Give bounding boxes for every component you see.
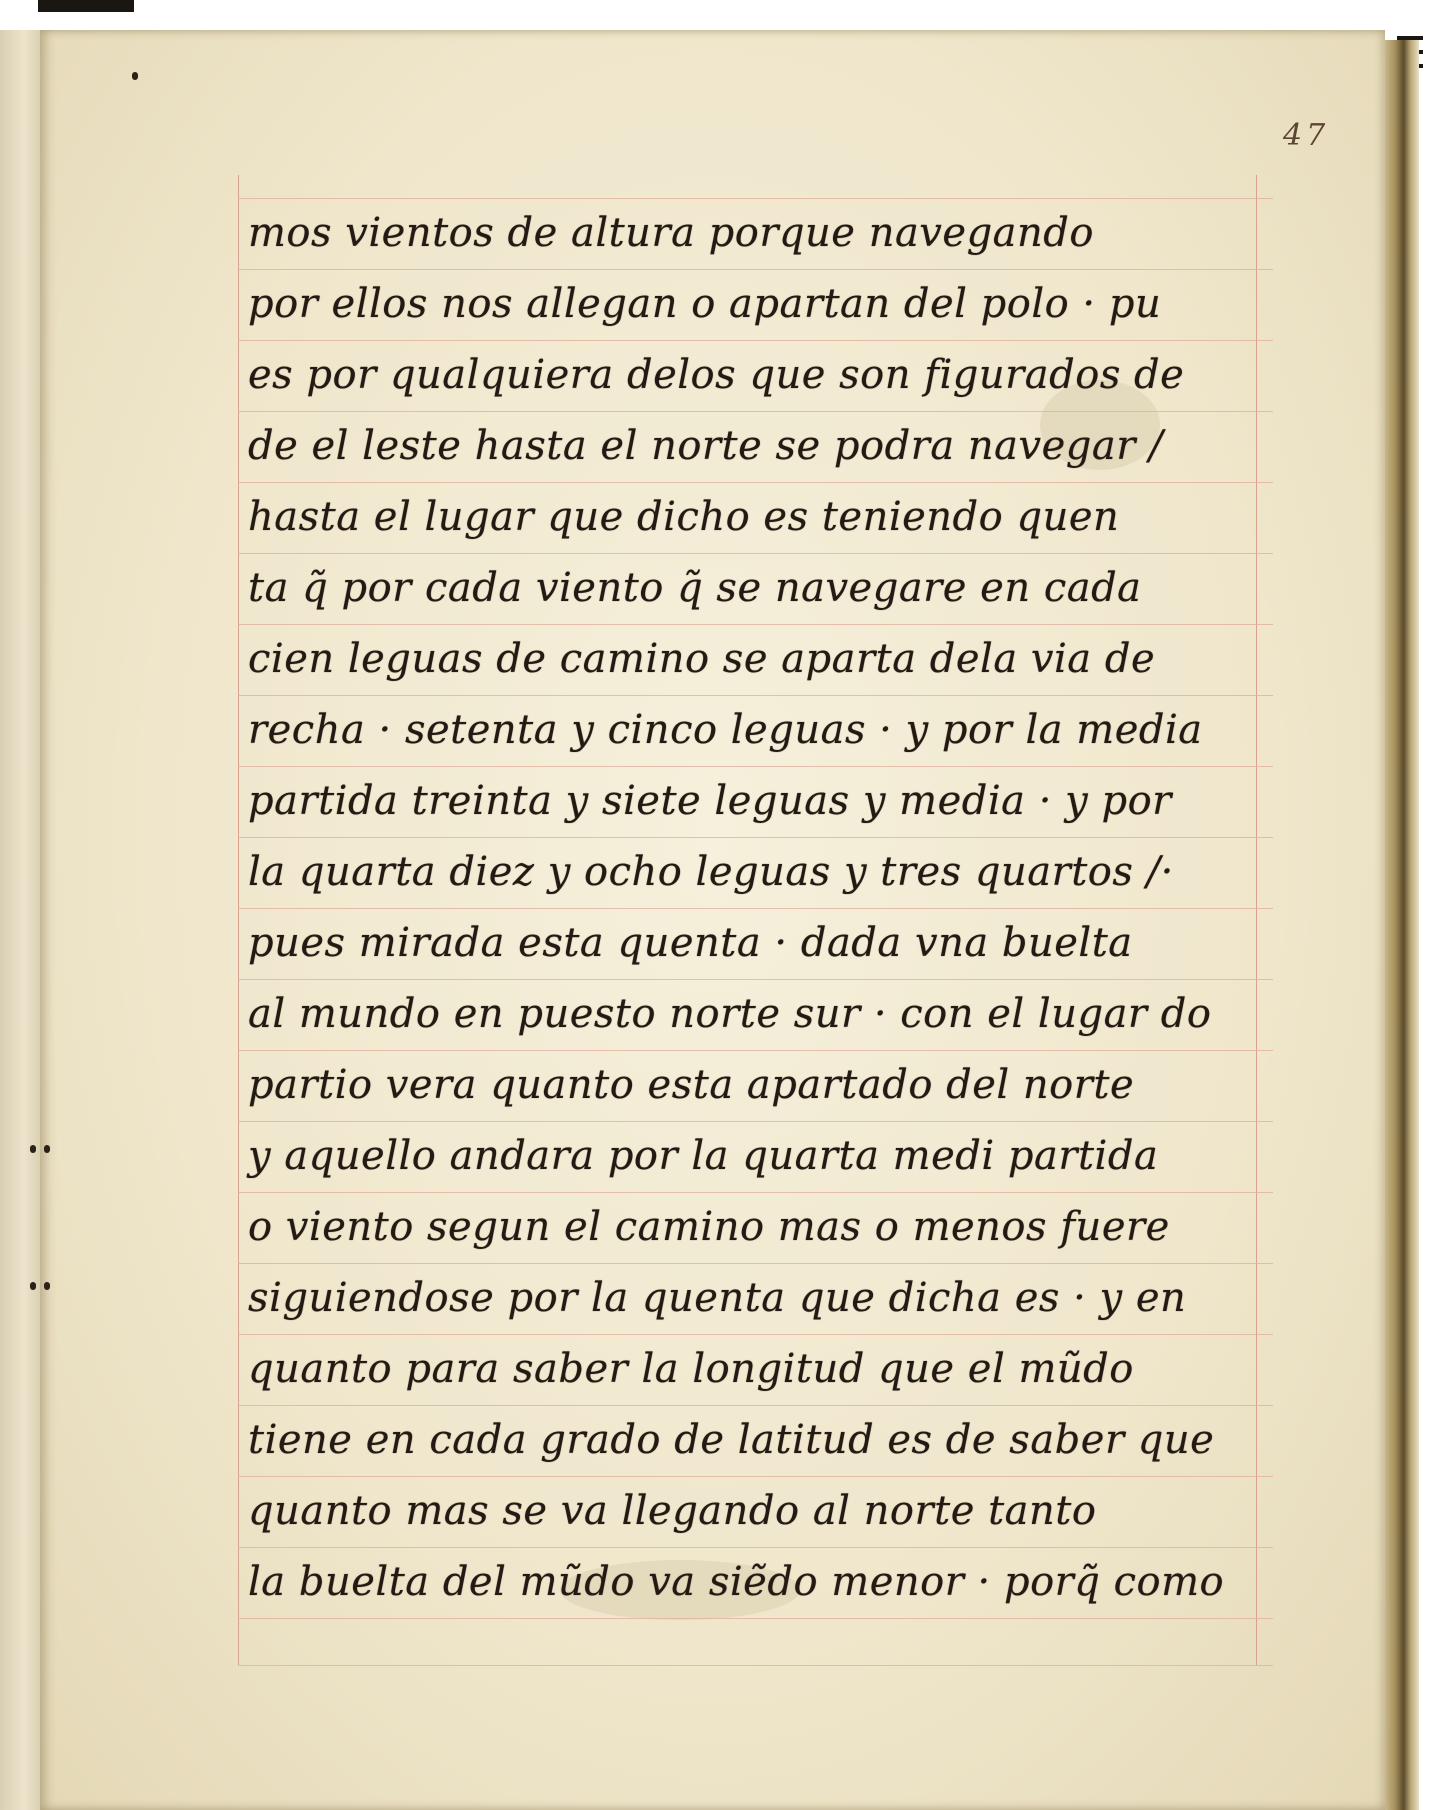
page-stack-edge — [1385, 40, 1419, 1810]
text-line: quanto mas se va llegando al norte tanto — [248, 1488, 1097, 1534]
text-line: al mundo en puesto norte sur · con el lugar do — [248, 991, 1212, 1037]
facing-page-edge — [0, 30, 44, 1810]
binding-hole — [30, 1282, 36, 1290]
text-line: pues mirada esta quenta · dada vna buelta — [248, 920, 1133, 966]
text-line: o viento segun el camino mas o menos fuere — [248, 1204, 1170, 1250]
manuscript-text — [248, 198, 1308, 1618]
text-line: es por qualquiera delos que son figurados de — [248, 352, 1185, 398]
text-line: partida treinta y siete leguas y media · y por — [248, 778, 1172, 824]
text-line: de el leste hasta el norte se podra navegar / — [248, 423, 1164, 469]
binding-hole — [44, 1145, 50, 1153]
text-line: cien leguas de camino se aparta dela via de — [248, 636, 1156, 682]
binding-hole — [30, 1145, 36, 1153]
text-line: tiene en cada grado de latitud es de saber que — [248, 1417, 1215, 1463]
folio-number: 47 — [1283, 118, 1330, 153]
scan-corner-mark — [38, 0, 134, 12]
text-line: la buelta del mũdo va siẽdo menor · porq̃ como — [248, 1559, 1225, 1605]
text-line: y aquello andara por la quarta medi partida — [248, 1133, 1159, 1179]
text-line: la quarta diez y ocho leguas y tres quartos /· — [248, 849, 1174, 895]
text-line: siguiendose por la quenta que dicha es · y en — [248, 1275, 1187, 1321]
text-line: por ellos nos allegan o apartan del polo · pu — [248, 281, 1162, 327]
binding-hole — [132, 72, 138, 80]
text-line: recha · setenta y cinco leguas · y por la media — [248, 707, 1203, 753]
text-line: ta q̃ por cada viento q̃ se navegare en cada — [248, 565, 1142, 611]
text-line: mos vientos de altura porque navegando — [248, 210, 1094, 256]
binding-hole — [44, 1282, 50, 1290]
text-line: partio vera quanto esta apartado del norte — [248, 1062, 1135, 1108]
text-line: quanto para saber la longitud que el mũdo — [248, 1346, 1134, 1392]
text-line: hasta el lugar que dicho es teniendo quen — [248, 494, 1120, 540]
